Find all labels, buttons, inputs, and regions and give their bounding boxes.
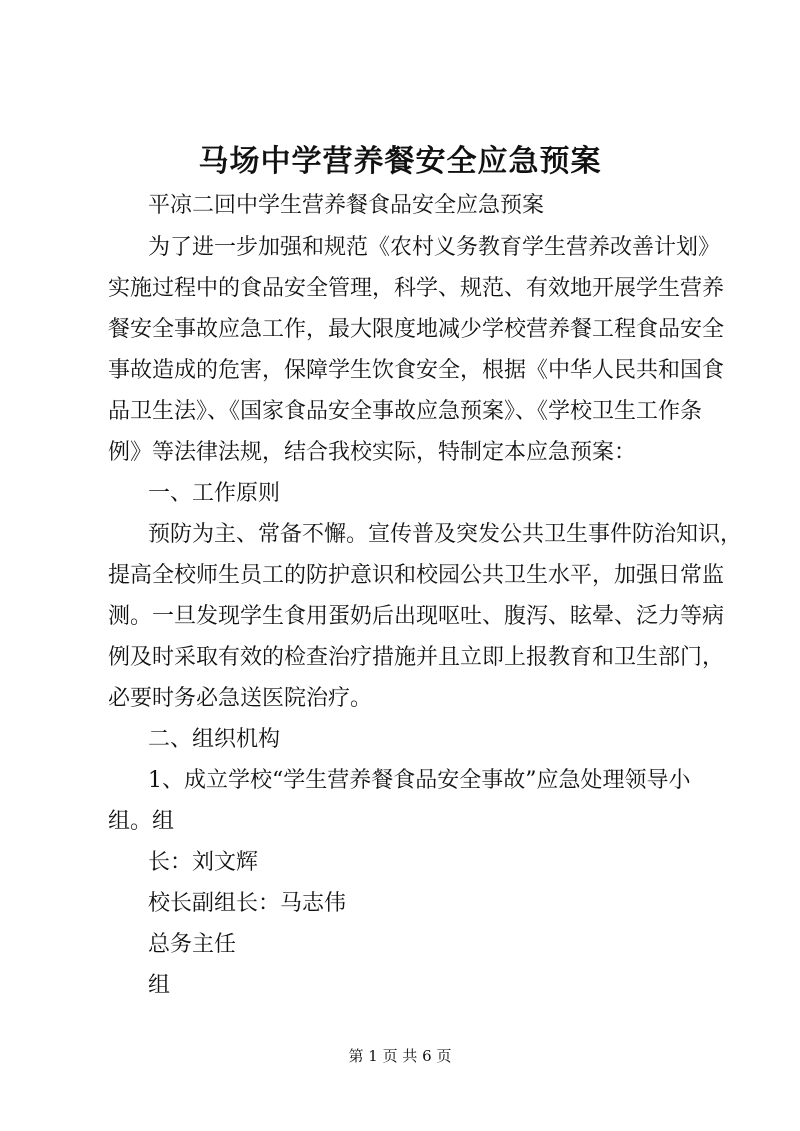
member-leader: 长：刘文辉 (148, 850, 259, 875)
subtitle: 平凉二回中学生营养餐食品安全应急预案 (148, 193, 545, 218)
page-footer: 第 1 页 共 6 页 (348, 1047, 452, 1065)
intro-line-6: 例》等法律法规，结合我校实际，特制定本应急预案： (108, 440, 637, 465)
intro-line-5: 品卫生法》、《国家食品安全事故应急预案》、《学校卫生工作条 (108, 399, 703, 424)
member-group: 组 (148, 973, 171, 998)
member-deputy: 校长副组长：马志伟 (148, 891, 347, 916)
intro-line-3: 餐安全事故应急工作，最大限度地减少学校营养餐工程食品安全 (108, 317, 725, 342)
section1-line-4: 例及时采取有效的检查治疗措施并且立即上报教育和卫生部门， (108, 645, 725, 670)
section2-item1-line-2: 组。组 (108, 809, 175, 834)
section1-line-1: 预防为主、常备不懈。宣传普及突发公共卫生事件防治知识， (148, 522, 743, 547)
section1-line-5: 必要时务必急送医院治疗。 (108, 686, 373, 711)
intro-line-4: 事故造成的危害，保障学生饮食安全，根据《中华人民共和国食 (108, 358, 725, 383)
member-general-affairs: 总务主任 (148, 932, 237, 957)
intro-line-1: 为了进一步加强和规范《农村义务教育学生营养改善计划》 (148, 235, 721, 260)
section1-line-2: 提高全校师生员工的防护意识和校园公共卫生水平，加强日常监 (108, 563, 725, 588)
section2-heading: 二、组织机构 (148, 727, 281, 752)
section1-line-3: 测。一旦发现学生食用蛋奶后出现呕吐、腹泻、眩晕、泛力等病 (108, 604, 725, 629)
section2-item1-line-1: 1、成立学校“学生营养餐食品安全事故”应急处理领导小 (148, 768, 691, 793)
intro-line-2: 实施过程中的食品安全管理，科学、规范、有效地开展学生营养 (108, 276, 725, 301)
section1-heading: 一、工作原则 (148, 481, 281, 506)
document-title: 马场中学营养餐安全应急预案 (198, 144, 602, 179)
